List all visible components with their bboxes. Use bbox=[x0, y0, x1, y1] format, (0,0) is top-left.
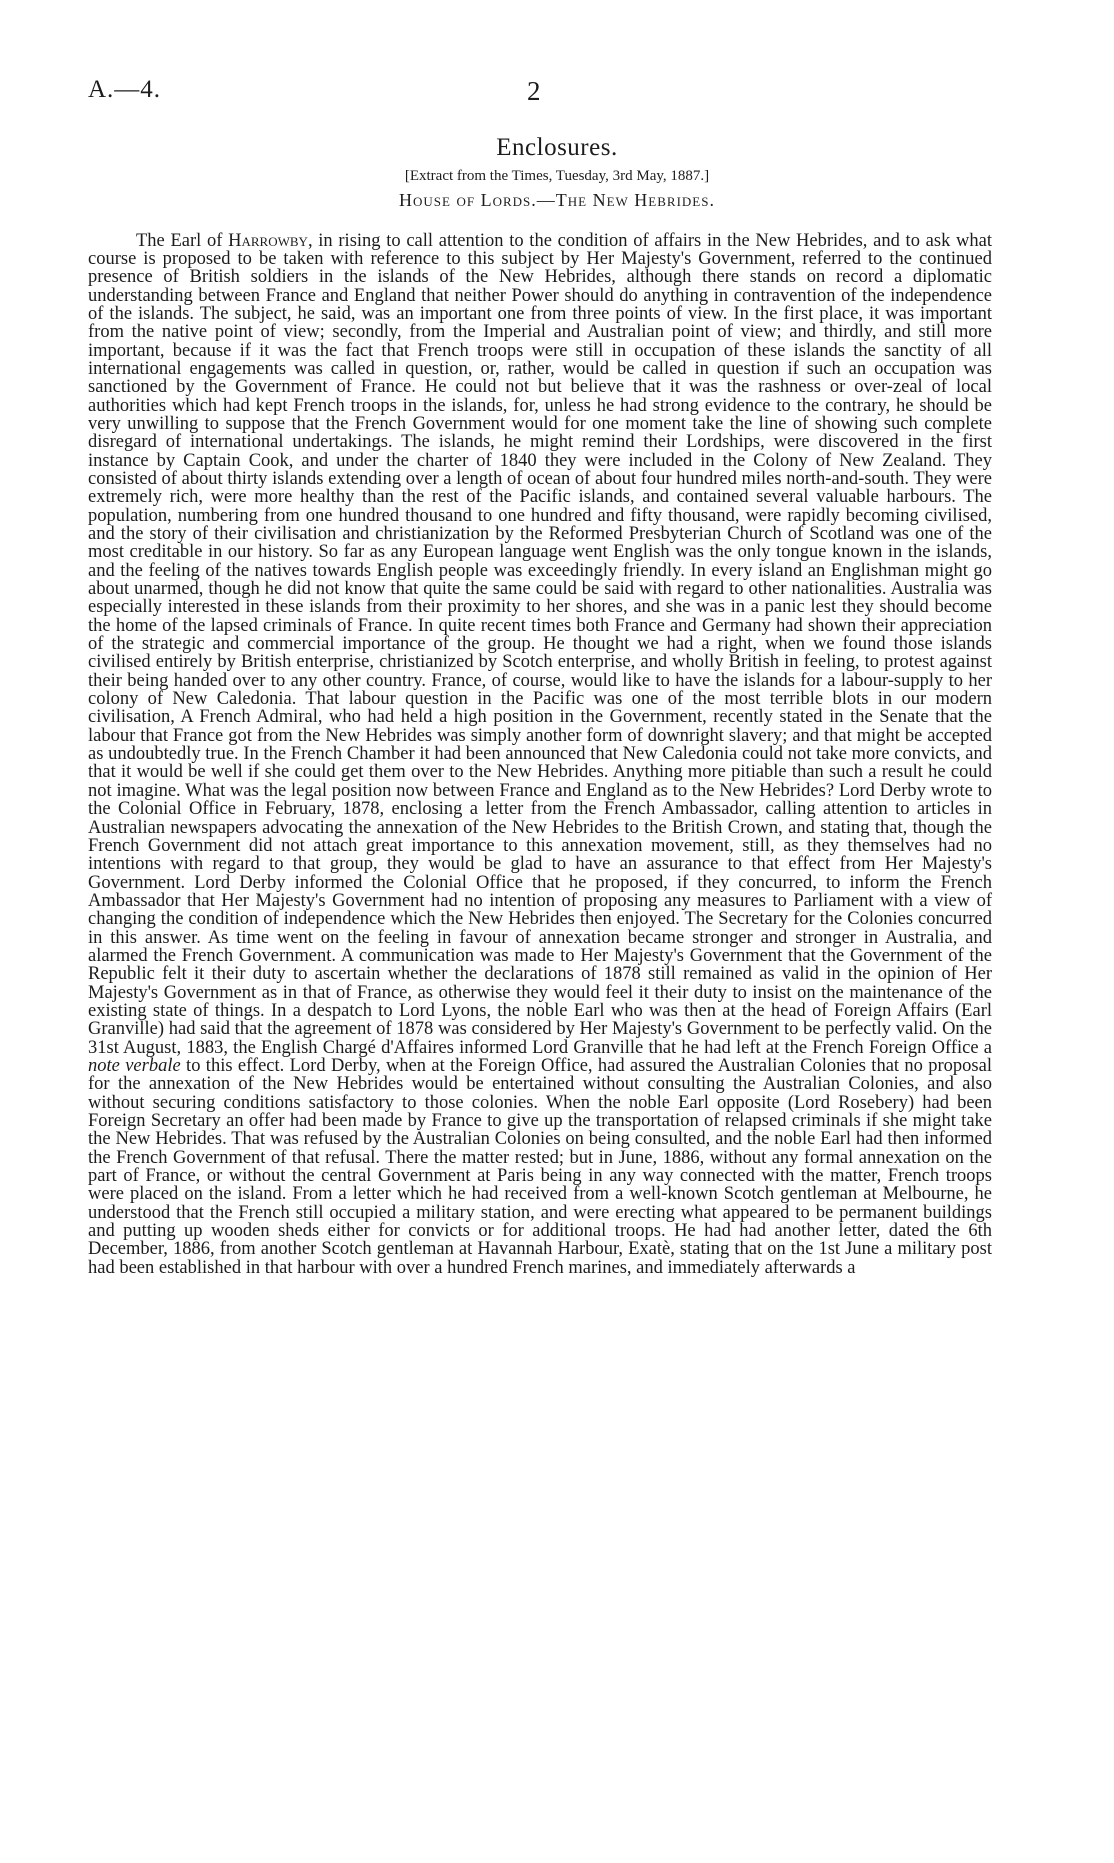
article-text-continued: to this effect. Lord Derby, when at the Foreign Office, had assured the Australian Colonies that no proposal for the annexation of the New Hebrides would be entertained without consulting the Australian Colonies, and also without securing conditions satisfactory to those colonies. When the noble Earl opposite (Lord Rosebery) had been Foreign Secretary an offer had been made by France to give up the transportation of relapsed criminals if she might take the New Hebrides. That was refused by the Australian Colonies on being consulted, and the noble Earl had then informed the French Government of that refusal. There the matter rested; but in June, 1886, without any formal annexation on the part of France, or without the central Government at Paris being in any way connected with the matter, French troops were placed on the island. From a letter which he had received from a well-known Scotch gentleman at Melbourne, he understood that the French still occupied a military station, and were erecting what appeared to be permanent buildings and putting up wooden sheds either for convicts or for additional troops. He had had another letter, dated the 6th December, 1886, from another Scotch gentleman at Havannah Harbour, Exatè, stating that on the 1st June a military post had been established in that harbour with over a hundred French marines, and immediately afterwards a bbox=[88, 1055, 992, 1278]
speaker-name: Harrowby bbox=[228, 230, 308, 251]
extract-source: [Extract from the Times, Tuesday, 3rd May, 1887.] bbox=[404, 168, 710, 184]
section-subheading: House of Lords.—The New Hebrides. bbox=[399, 190, 715, 210]
section-title: Enclosures. bbox=[496, 134, 618, 161]
document-reference: A.—4. bbox=[88, 76, 162, 103]
italic-phrase: note verbale bbox=[88, 1055, 181, 1076]
page-number: 2 bbox=[527, 76, 541, 106]
article-text: , in rising to call attention to the condition of affairs in the New Hebrides, and to ask what course is proposed to be taken with reference to this subject by Her Majesty's Government, referred to the continued presence of British soldiers in the islands of the New Hebrides, although there stands on record a diplomatic understanding between France and England that neither Power should do anything in contravention of the independence of the islands. The subject, he said, was an important one from three points of view. In the first place, it was important from the native point of view; secondly, from the Imperial and Australian point of view; and thirdly, and still more important, because if it was the fact that French troops were still in occupation of these islands the sanctity of all international engagements was called in question, or, rather, would be called in question if such an occupation was sanctioned by the Government of France. He could not but believe that it was the rashness or over-zeal of local authorities which had kept French troops in the islands, for, unless he had strong evidence to the contrary, he should be very unwilling to suppose that the French Government would for one moment take the line of showing such complete disregard of international undertakings. The islands, he might remind their Lordships, were discovered in the first instance by Captain Cook, and under the charter of 1840 they were included in the Colony of New Zealand. They consisted of about thirty islands extending over a length of ocean of about four hundred miles north-and-south. They were extremely rich, were more healthy than the rest of the Pacific islands, and contained several valuable harbours. The population, numbering from one hundred thousand to one hundred and fifty thousand, were rapidly becoming civilised, and the story of their civilisation and christianization by the Reformed Presbyterian Church of Scotland was one of the most creditable in our history. So far as any European language went English was the only tongue known in the islands, and the feeling of the natives towards English people was exceedingly friendly. In every island an Englishman might go about unarmed, though he did not know that quite the same could be said with regard to other nationalities. Australia was especially interested in these islands from their proximity to her shores, and she was in a panic lest they should become the home of the lapsed criminals of France. In quite recent times both France and Germany had shown their appreciation of the strategic and commercial importance of the group. He thought we had a right, when we found those islands civilised entirely by British enterprise, christianized by Scotch enterprise, and wholly British in feeling, to protest against their being handed over to any other country. France, of course, would like to have the islands for a labour-supply to her colony of New Caledonia. That labour question in the Pacific was one of the most terrible blots in our modern civilisation, A French Admiral, who had held a high position in the Government, recently stated in the Senate that the labour that France got from the New Hebrides was simply another form of downright slavery; and that might be accepted as undoubtedly true. In the French Chamber it had been announced that New Caledonia could not take more convicts, and that it would be well if she could get them over to the New Hebrides. Anything more pitiable than such a result he could not imagine. What was the legal position now between France and England as to the New Hebrides? Lord Derby wrote to the Colonial Office in February, 1878, enclosing a letter from the French Ambassador, calling attention to articles in Australian newspapers advocating the annexation of the New Hebrides to the British Crown, and stating that, though the French Government did not attach great importance to this annexation movement, still, as they themselves had no intentions with regard to that group, they would be glad to have an assurance to that effect from Her Majesty's Government. Lord Derby informed the Colonial Office that he proposed, if they concurred, to inform the French Ambassador that Her Majesty's Government had no intention of proposing any measures to Parliament with a view of changing the condition of independence which the New Hebrides then enjoyed. The Secretary for the Colonies concurred in this answer. As time went on the feeling in favour of annexation became stronger and stronger in Australia, and alarmed the French Government. A communication was made to Her Majesty's Government that the Government of the Republic felt it their duty to ascertain whether the declarations of 1878 still remained as valid in the opinion of Her Majesty's Government as in that of France, as otherwise they would feel it their duty to insist on the maintenance of the existing state of things. In a despatch to Lord Lyons, the noble Earl who was then at the head of Foreign Affairs (Earl Granville) had said that the agreement of 1878 was considered by Her Majesty's Government to be perfectly valid. On the 31st August, 1883, the English Chargé d'Affaires informed Lord Granville that he had left at the French Foreign Office a bbox=[88, 230, 992, 1058]
article-body bbox=[88, 232, 992, 1278]
article-opening: The Earl of bbox=[136, 230, 223, 251]
